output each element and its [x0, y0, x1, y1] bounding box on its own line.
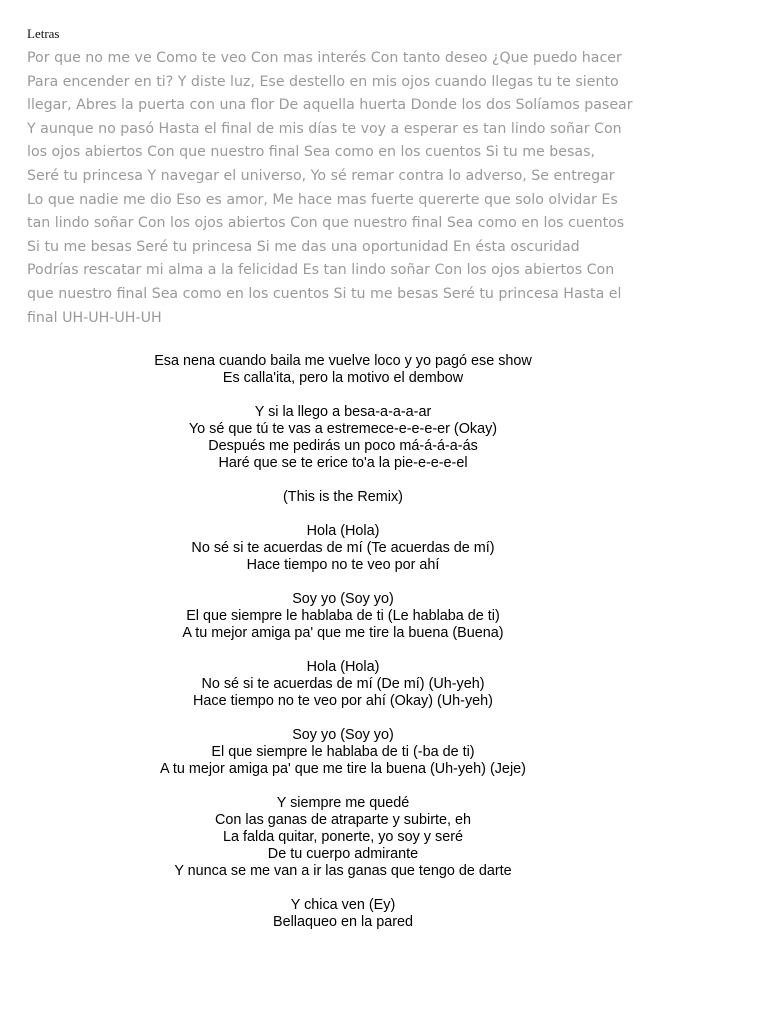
lyric-line: Es calla'ita, pero la motivo el dembow	[222, 370, 464, 386]
intro-line: Por que no me ve Como te veo Con mas interés Con tanto deseo ¿Que puedo hacer	[27, 50, 622, 66]
lyric-line: Soy yo (Soy yo)	[292, 727, 394, 743]
lyric-line: Hola (Hola)	[306, 523, 380, 539]
lyric-line: Bellaqueo en la pared	[272, 914, 414, 930]
lyric-line: Soy yo (Soy yo)	[292, 591, 394, 607]
lyric-line: No sé si te acuerdas de mí (Te acuerdas de mí)	[191, 540, 495, 556]
lyrics-stanza	[0, 795, 686, 880]
lyric-line: Haré que se te erice to'a la pie-e-e-e-el	[218, 455, 468, 471]
intro-line: Para encender en ti? Y diste luz, Ese destello en mis ojos cuando llegas tu te siento	[27, 73, 619, 90]
intro-line: Seré tu princesa Y navegar el universo, Yo sé remar contra lo adverso, Se entregar	[27, 167, 615, 184]
lyric-line: Hace tiempo no te veo por ahí	[246, 557, 440, 573]
intro-line: tan lindo soñar Con los ojos abiertos Con que nuestro final Sea como en los cuentos	[27, 215, 625, 232]
lyric-line: Yo sé que tú te vas a estremece-e-e-e-er (Okay)	[188, 421, 498, 437]
lyric-line: Hace tiempo no te veo por ahí (Okay) (Uh-yeh)	[193, 693, 493, 709]
lyrics-stanza	[0, 727, 686, 778]
lyrics-stanza	[0, 659, 686, 710]
lyrics-stanza	[0, 591, 686, 642]
lyric-line: No sé si te acuerdas de mí (De mí) (Uh-yeh)	[201, 676, 485, 692]
lyric-line: La falda quitar, ponerte, yo soy y seré	[223, 829, 463, 845]
intro-line: los ojos abiertos Con que nuestro final Sea como en los cuentos Si tu me besas,	[27, 144, 595, 161]
intro-line: Podrías rescatar mi alma a la felicidad Es tan lindo soñar Con los ojos abiertos Con	[27, 262, 615, 279]
lyrics-stanza	[0, 523, 686, 574]
lyric-line: Y nunca se me van a ir las ganas que tengo de darte	[174, 863, 512, 879]
lyric-line: (This is the Remix)	[283, 489, 403, 505]
lyric-line: Y siempre me quedé	[276, 795, 410, 811]
lyric-line: A tu mejor amiga pa' que me tire la buena (Buena)	[182, 625, 504, 641]
lyric-line: Hola (Hola)	[306, 659, 380, 675]
lyric-line: De tu cuerpo admirante	[267, 846, 419, 862]
intro-line: llegar, Abres la puerta con una flor De aquella huerta Donde los dos Solíamos pasear	[27, 97, 633, 114]
intro-line: que nuestro final Sea como en los cuentos Si tu me besas Seré tu princesa Hasta el	[27, 285, 622, 302]
lyric-line: Con las ganas de atraparte y subirte, eh	[215, 812, 471, 828]
lyrics-stanza	[0, 489, 686, 506]
intro-line: final UH-UH-UH-UH	[27, 309, 162, 326]
lyrics-stanza	[0, 404, 686, 472]
page-heading: Letras	[27, 26, 60, 41]
lyric-line: A tu mejor amiga pa' que me tire la buena (Uh-yeh) (Jeje)	[160, 761, 526, 777]
lyric-line: Después me pedirás un poco má-á-á-a-ás	[208, 438, 478, 454]
lyrics-stanza	[0, 353, 686, 387]
lyric-line: Esa nena cuando baila me vuelve loco y yo pagó ese show	[154, 353, 532, 369]
lyric-line: El que siempre le hablaba de ti (-ba de ti)	[211, 744, 475, 760]
intro-line: Y aunque no pasó Hasta el final de mis días te voy a esperar es tan lindo soñar Con	[27, 120, 622, 137]
lyric-line: Y si la llego a besa-a-a-a-ar	[254, 404, 432, 420]
lyric-line: El que siempre le hablaba de ti (Le hablaba de ti)	[186, 608, 500, 624]
lyrics-stanza	[0, 897, 686, 931]
intro-paragraph	[27, 47, 667, 330]
lyric-line: Y chica ven (Ey)	[290, 897, 396, 913]
intro-line: Lo que nadie me dio Eso es amor, Me hace mas fuerte quererte que solo olvidar Es	[27, 191, 618, 208]
intro-line: Si tu me besas Seré tu princesa Si me das una oportunidad En ésta oscuridad	[27, 238, 580, 255]
lyrics-block	[0, 353, 686, 948]
